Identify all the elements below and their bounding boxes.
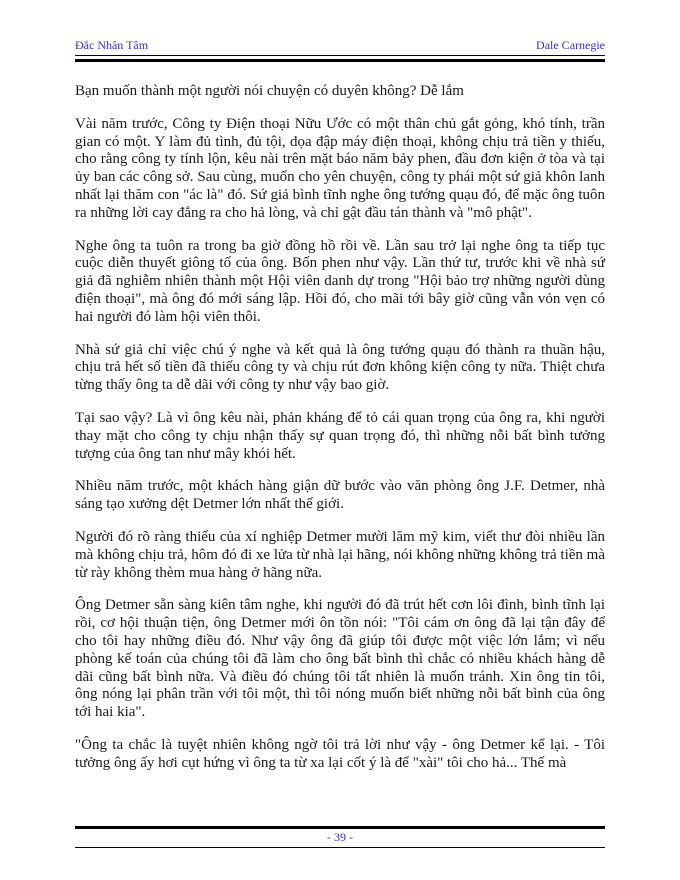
page-number: - 39 - bbox=[75, 829, 605, 848]
paragraph: Bạn muốn thành một người nói chuyện có duyên không? Dễ lắm bbox=[75, 83, 464, 99]
page-body-text bbox=[75, 83, 605, 788]
paragraph: Nhiều năm trước, một khách hàng giận dữ bước vào văn phòng ông J.F. Detmer, nhà sáng tạo xưởng dệt Detmer lớn nhất thế giới. bbox=[75, 478, 605, 513]
paragraph: Tại sao vậy? Là vì ông kêu nài, phản kháng để tỏ cái quan trọng của ông ra, khi người thay mặt cho công ty chịu nhận thấy sự quan trọng đó, thì những nỗi bất bình tưởng tượng của ông tan như mây khói hết. bbox=[75, 409, 605, 462]
paragraph: Người đó rõ ràng thiếu của xí nghiệp Detmer mười lăm mỹ kim, viết thư đòi nhiều lần mà không chịu trả, hôm đó đi xe lửa từ nhà lại hãng, nói không những không trả tiền mà từ rày không thèm mua hàng ở hãng nữa. bbox=[75, 528, 605, 581]
page-header-row bbox=[75, 38, 605, 56]
page-footer bbox=[75, 826, 605, 848]
paragraph: Nhà sứ giả chỉ việc chú ý nghe và kết quả là ông tướng quạu đó thành ra thuần hậu, chịu trả hết số tiền đã thiếu công ty và chịu rút đơn không kiện công ty nữa. Thiệt chưa từng thấy ông ta dễ dãi với công ty như vậy bao giờ. bbox=[75, 341, 605, 394]
paragraph: Vài năm trước, Công ty Điện thoại Nữu Ước có một thân chủ gắt gỏng, khó tính, trần gian có một. Y làm đủ tình, đủ tội, dọa đập máy điện thoại, không chịu trả tiền y thiếu, cho rằng công ty tính lộn, kêu nài trên mặt báo năm bảy phen, đầu đơn kiện ở tòa và tại ủy ban các công sở. Sau cùng, muốn cho yên chuyện, công ty phái một sứ giả khôn lanh nhất lại thăm con "ác là" đó. Sứ giả bình tĩnh nghe ông tướng quạu đó, để mặc ông tuôn ra những lời cay đắng ra cho hả lòng, và chỉ gật đầu tán thành và "mô phật". bbox=[75, 115, 605, 221]
paragraph: Nghe ông ta tuôn ra trong ba giờ đồng hồ rồi về. Lần sau trở lại nghe ông ta tiếp tục cuộc diễn thuyết giông tố của ông. Bốn phen như vậy. Lần thứ tư, trước khi về nhà sứ giả đã nghiễm nhiên thành một Hội viên danh dự trong "Hội bảo trợ những người dùng điện thoại", mà ông đó mới sáng lập. Hồi đó, cho mãi tới bây giờ cũng vẫn vỏn vẹn có hai người đó làm hội viên thôi. bbox=[75, 237, 605, 325]
header-book-title: Đắc Nhân Tâm bbox=[75, 38, 149, 52]
header-rule bbox=[75, 59, 605, 62]
page-header bbox=[75, 38, 605, 62]
paragraph: Ông Detmer sẵn sàng kiên tâm nghe, khi người đó đã trút hết cơn lôi đình, bình tĩnh lại rồi, cơ hội thuận tiện, ông Detmer mới ôn tồn nói: "Tôi cám ơn ông đã lại tận đây để cho tôi hay những điều đó. Như vậy ông đã giúp tôi được một việc lớn lắm; vì nếu phòng kế toán của chúng tôi đã làm cho ông bất bình thì chắc có nhiều khách hàng dễ dãi cũng bất bình nữa. Và điều đó chúng tôi tất nhiên là muốn tránh. Xin ông tin tôi, ông nóng lại phân trần với tôi một, thì tôi nóng muốn biết những nỗi bất bình của ông tới hai kia". bbox=[75, 597, 605, 721]
paragraph: "Ông ta chắc là tuyệt nhiên không ngờ tôi trả lời như vậy - ông Detmer kể lại. - Tôi tưởng ông ấy hơi cụt hứng vì ông ta từ xa lại cốt ý là để "xài" tôi cho hả... Thế mà bbox=[75, 736, 605, 771]
header-author-name: Dale Carnegie bbox=[536, 38, 605, 52]
